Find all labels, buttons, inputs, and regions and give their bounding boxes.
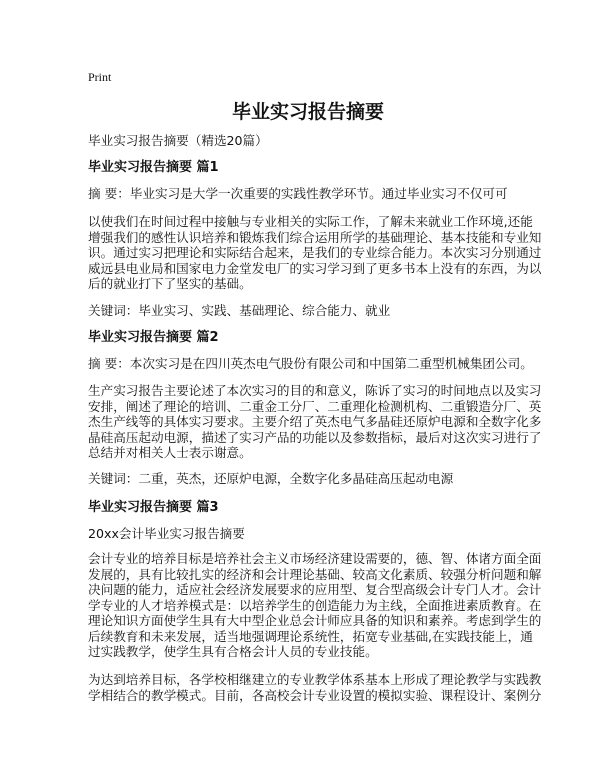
section-2-keywords: 关键词：二重，英杰，还原炉电源，全数字化多晶硅高压起动电源 — [88, 471, 454, 486]
section-1-keywords: 关键词：毕业实习、实践、基础理论、综合能力、就业 — [88, 303, 391, 318]
section-3-subtitle: 20xx会计毕业实习报告摘要 — [88, 526, 245, 541]
text-line: 学专业的人才培养模式是：以培养学生的创造能力为主线，全面推进素质教育。在 — [88, 597, 542, 613]
text-line: 以使我们在时间过程中接触与专业相关的实际工作，了解未来就业工作环境,还能 — [88, 214, 533, 229]
text-line: 晶硅高压起动电源，描述了实习产品的功能以及参数指标，最后对这次实习进行了 — [88, 429, 542, 445]
section-3-body — [88, 551, 541, 660]
text-line: 决问题的能力，适应社会经济发展要求的应用型、复合型高级会计专门人才。会计 — [88, 582, 542, 597]
section-2-abstract: 摘 要：本次实习是在四川英杰电气股份有限公司和中国第二重型机械集团公司。 — [88, 356, 533, 371]
section-1-body — [88, 214, 541, 292]
text-line: 为达到培养目标，各学校相继建立的专业教学体系基本上形成了理论教学与实践教 — [88, 672, 542, 687]
section-heading-1: 毕业实习报告摘要 篇1 — [88, 160, 219, 175]
text-line: 生产实习报告主要论述了本次实习的目的和意义，陈诉了实习的时间地点以及实习 — [88, 383, 542, 398]
text-line: 增强我们的感性认识培养和锻炼我们综合运用所学的基础理论、基本技能和专业知 — [88, 229, 542, 245]
text-line: 威远县电业局和国家电力金堂发电厂的实习学习到了更多书本上没有的东西，为以 — [88, 260, 542, 276]
text-line: 学相结合的教学模式。目前，各高校会计专业设置的模拟实验、课程设计、案例分 — [88, 687, 542, 703]
text-line: 会计专业的培养目标是培养社会主义市场经济建设需要的，德、智、体诸方面全面 — [88, 551, 542, 566]
text-line: 安排，阐述了理论的培训、二重金工分厂、二重理化检测机构、二重锻造分厂、英 — [88, 398, 542, 414]
text-line: 后的就业打下了坚实的基础。 — [88, 276, 252, 291]
text-line: 过实践教学，使学生具有合格会计人员的专业技能。 — [88, 644, 378, 659]
text-line: 杰生产线等的具体实习要求。主要介绍了英杰电气多晶硅还原炉电源和全数字化多 — [88, 414, 542, 429]
text-line: 发展的，具有比较扎实的经济和会计理论基础、较高文化素质、较强分析问题和解 — [88, 566, 542, 582]
page-title: 毕业实习报告摘要 — [231, 101, 384, 123]
text-line: 理论知识方面使学生具有大中型企业总会计师应具备的知识和素养。考虑到学生的 — [88, 613, 542, 628]
section-3-body-2 — [88, 672, 541, 703]
subtitle: 毕业实习报告摘要（精选20篇） — [88, 133, 268, 148]
text-line: 识。通过实习把理论和实际结合起来，是我们的专业综合能力。本次实习分别通过 — [88, 245, 542, 260]
text-line: 后续教育和未来发展，适当地强调理论系统性，拓宽专业基础,在实践技能上，通 — [88, 628, 533, 644]
text-line: 总结并对相关人士表示谢意。 — [88, 445, 252, 460]
section-1-abstract: 摘 要：毕业实习是大学一次重要的实践性教学环节。通过毕业实习不仅可可 — [88, 186, 508, 201]
print-link[interactable]: Print — [88, 70, 112, 84]
section-2-body — [88, 383, 541, 461]
section-heading-3: 毕业实习报告摘要 篇3 — [88, 500, 219, 515]
section-heading-2: 毕业实习报告摘要 篇2 — [88, 330, 219, 345]
